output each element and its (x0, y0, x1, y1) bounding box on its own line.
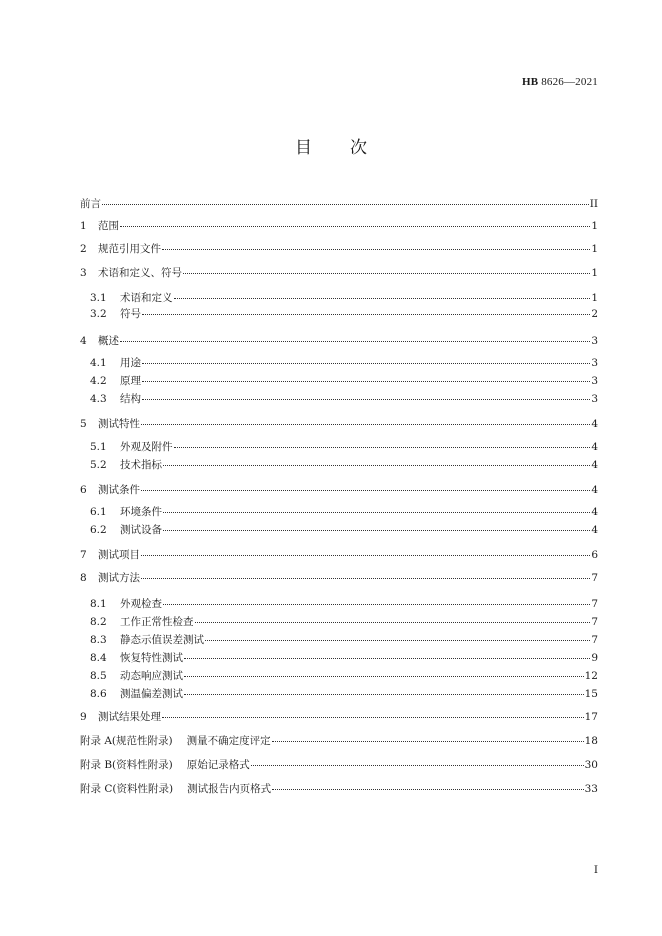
toc-entry-number: 6.1 (90, 506, 107, 518)
toc-entry-page: 4 (591, 506, 598, 518)
toc-entry-number: 9 (80, 711, 87, 723)
toc-entry-page: 12 (584, 670, 598, 682)
dot-leader (142, 363, 590, 364)
toc-entry[interactable] (90, 614, 598, 630)
toc-entry-number: 6 (80, 484, 87, 496)
toc-entry-page: 2 (591, 308, 598, 320)
toc-entry-number: 8 (80, 572, 87, 584)
toc-entry-number: 5 (80, 418, 87, 430)
toc-entry[interactable] (80, 781, 598, 797)
toc-entry-number: 1 (80, 220, 87, 232)
toc-entry-number: 3.1 (90, 292, 107, 304)
toc-entry-number: 8.2 (90, 616, 107, 628)
toc-entry-label: 术语和定义、符号 (98, 267, 182, 279)
toc-entry-page: 33 (584, 783, 598, 795)
dot-leader (162, 717, 584, 718)
toc-entry-number: 3 (80, 267, 87, 279)
toc-entry-page: 7 (591, 598, 598, 610)
toc-entry-label: 静态示值误差测试 (120, 634, 204, 646)
toc-entry-label: 测试报告内页格式 (187, 783, 272, 795)
toc-entry-page: 7 (591, 634, 598, 646)
toc-entry-page: 1 (591, 220, 598, 232)
dot-leader (102, 204, 589, 205)
toc-entry-page: 4 (591, 441, 598, 453)
toc-entry[interactable] (80, 482, 598, 498)
toc-entry-page: 3 (591, 357, 598, 369)
toc-entry-label: 技术指标 (120, 459, 162, 471)
toc-entry-label: 概述 (98, 335, 119, 347)
toc-entry-label: 测试结果处理 (98, 711, 161, 723)
dot-leader (142, 399, 590, 400)
toc-entry[interactable] (80, 333, 598, 349)
dot-leader (251, 765, 584, 766)
toc-entry-page: 30 (584, 759, 598, 771)
toc-entry[interactable] (80, 265, 598, 281)
toc-entry[interactable] (90, 650, 598, 666)
dot-leader (163, 512, 590, 513)
toc-entry-page: 3 (591, 375, 598, 387)
toc-entry-number: 附录 A(规范性附录) (80, 735, 173, 747)
toc-entry-label: 动态响应测试 (120, 670, 183, 682)
dot-leader (141, 555, 590, 556)
dot-leader (163, 530, 590, 531)
toc-entry-label: 测量不确定度评定 (186, 735, 271, 747)
toc-entry-label: 测试特性 (98, 418, 140, 430)
toc-entry-label: 外观检查 (120, 598, 162, 610)
toc-entry[interactable] (90, 391, 598, 407)
toc-entry[interactable] (80, 241, 598, 257)
toc-entry-label: 范围 (98, 220, 119, 232)
dot-leader (272, 741, 584, 742)
toc-entry-number: 4.1 (90, 357, 107, 369)
toc-entry-number: 4.2 (90, 375, 107, 387)
toc-entry[interactable] (90, 373, 598, 389)
toc-entry[interactable] (90, 686, 598, 702)
toc-entry-number: 7 (80, 549, 87, 561)
toc-entry[interactable] (80, 416, 598, 432)
toc-entry[interactable] (80, 218, 598, 234)
toc-entry-number: 6.2 (90, 524, 107, 536)
toc-entry-label: 符号 (120, 308, 141, 320)
toc-entry[interactable] (80, 733, 598, 749)
dot-leader (141, 490, 590, 491)
dot-leader (163, 465, 590, 466)
toc-entry-label: 原始记录格式 (186, 759, 250, 771)
dot-leader (174, 447, 591, 448)
dot-leader (142, 314, 590, 315)
toc-entry-number: 4.3 (90, 393, 107, 405)
toc-entry-label: 术语和定义 (120, 292, 173, 304)
toc-entry-label: 测试项目 (98, 549, 140, 561)
toc-entry-label: 用途 (120, 357, 141, 369)
toc-entry[interactable] (80, 196, 598, 212)
toc-entry[interactable] (90, 290, 598, 306)
toc-entry[interactable] (90, 668, 598, 684)
dot-leader (163, 604, 590, 605)
toc-entry-number: 8.6 (90, 688, 107, 700)
toc-entry-number: 2 (80, 243, 87, 255)
dot-leader (141, 578, 590, 579)
toc-entry-page: 18 (584, 735, 598, 747)
toc-entry-number: 3.2 (90, 308, 107, 320)
standard-prefix: HB (521, 76, 539, 88)
dot-leader (184, 658, 590, 659)
toc-entry-page: 3 (591, 393, 598, 405)
toc-entry[interactable] (90, 306, 598, 322)
footer-page-number: I (593, 864, 598, 876)
toc-entry-page: 7 (591, 572, 598, 584)
toc-entry-label: 原理 (120, 375, 141, 387)
toc-entry-page: 3 (591, 335, 598, 347)
toc-entry-number: 8.5 (90, 670, 107, 682)
toc-entry-label: 测温偏差测试 (120, 688, 183, 700)
toc-entry[interactable] (80, 570, 598, 586)
toc-entry[interactable] (90, 439, 598, 455)
toc-entry-label: 测试设备 (120, 524, 162, 536)
dot-leader (120, 226, 590, 227)
toc-entry-label: 结构 (120, 393, 141, 405)
toc-entry-number: 5.2 (90, 459, 107, 471)
toc-entry-number: 8.3 (90, 634, 107, 646)
toc-entry[interactable] (90, 457, 598, 473)
toc-entry-label: 测试方法 (98, 572, 140, 584)
toc-entry[interactable] (90, 504, 598, 520)
toc-entry-page: II (589, 198, 598, 210)
standard-number (522, 76, 598, 88)
toc-entry-page: 1 (591, 243, 598, 255)
toc-entry-number: 4 (80, 335, 87, 347)
dot-leader (195, 622, 591, 623)
dot-leader (174, 298, 591, 299)
dot-leader (120, 341, 590, 342)
toc-entry-number: 8.1 (90, 598, 107, 610)
toc-entry-page: 4 (591, 459, 598, 471)
toc-entry-page: 17 (584, 711, 598, 723)
toc-entry-label: 规范引用文件 (98, 243, 161, 255)
toc-entry-number: 8.4 (90, 652, 107, 664)
toc-entry[interactable] (80, 709, 598, 725)
toc-entry-label: 工作正常性检查 (120, 616, 194, 628)
toc-entry-page: 1 (591, 267, 598, 279)
toc-entry[interactable] (80, 757, 598, 773)
toc-entry-number: 附录 B(资料性附录) (80, 759, 173, 771)
toc-entry-label: 外观及附件 (120, 441, 173, 453)
toc-entry-page: 4 (591, 418, 598, 430)
toc-entry-page: 1 (591, 292, 598, 304)
dot-leader (141, 424, 590, 425)
toc-entry-number: 附录 C(资料性附录) (80, 783, 174, 795)
toc-entry[interactable] (90, 632, 598, 648)
toc-entry-page: 7 (591, 616, 598, 628)
toc-entry-page: 6 (591, 549, 598, 561)
dot-leader (205, 640, 590, 641)
toc-entry[interactable] (90, 522, 598, 538)
dot-leader (142, 381, 590, 382)
toc-entry-label: 恢复特性测试 (120, 652, 183, 664)
toc-entry[interactable] (90, 596, 598, 612)
dot-leader (184, 694, 584, 695)
page-title: 目次 (295, 138, 405, 158)
dot-leader (184, 676, 584, 677)
dot-leader (162, 249, 590, 250)
toc-entry[interactable] (80, 547, 598, 563)
toc-entry[interactable] (90, 355, 598, 371)
toc-entry-page: 4 (591, 484, 598, 496)
dot-leader (183, 273, 590, 274)
standard-code: 8626—2021 (541, 76, 598, 88)
toc-entry-number: 5.1 (90, 441, 107, 453)
toc-entry-page: 15 (584, 688, 598, 700)
dot-leader (272, 789, 584, 790)
toc-entry-page: 4 (591, 524, 598, 536)
toc-entry-label: 前言 (80, 198, 101, 210)
toc-entry-label: 环境条件 (120, 506, 162, 518)
toc-entry-page: 9 (591, 652, 598, 664)
toc-entry-label: 测试条件 (98, 484, 140, 496)
